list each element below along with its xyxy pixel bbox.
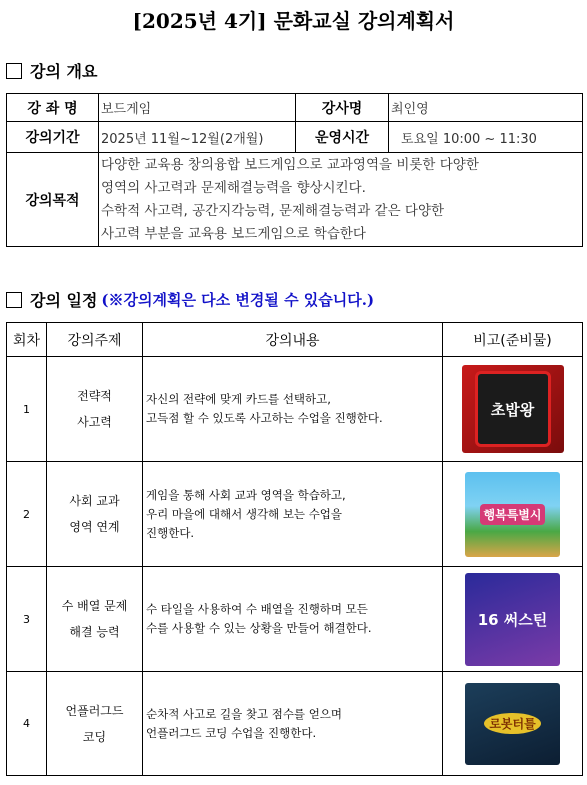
game-title: 행복특별시 bbox=[483, 507, 542, 522]
topic-line: 언플러그드 bbox=[65, 703, 124, 718]
instructor-label: 강사명 bbox=[296, 94, 389, 122]
content-line: 우리 마을에 대해서 생각해 보는 수업을 bbox=[146, 506, 343, 521]
overview-table bbox=[6, 93, 583, 247]
row-number: 4 bbox=[7, 672, 47, 776]
content-line: 순차적 사고로 길을 찾고 점수를 얻으며 bbox=[146, 706, 343, 721]
row-number: 3 bbox=[7, 567, 47, 672]
topic-line: 해결 능력 bbox=[69, 625, 120, 639]
purpose-line: 영역의 사고력과 문제해결능력을 향상시킨다. bbox=[101, 179, 366, 196]
header-topic: 강의주제 bbox=[47, 323, 143, 357]
row-number: 1 bbox=[7, 357, 47, 462]
header-note: 비고(준비물) bbox=[443, 323, 583, 357]
game-image-cell bbox=[443, 462, 583, 567]
game-title: 초밥왕 bbox=[490, 400, 535, 419]
course-value: 보드게임 bbox=[99, 94, 296, 122]
game-box-image bbox=[462, 365, 564, 453]
overview-heading-text: 강의 개요 bbox=[30, 62, 98, 81]
topic-line: 사고력 bbox=[77, 415, 112, 429]
content-line: 자신의 전략에 맞게 카드를 선택하고, bbox=[146, 392, 331, 406]
purpose-line: 사고력 부분을 교육용 보드게임으로 학습한다 bbox=[101, 225, 366, 242]
schedule-heading bbox=[6, 288, 374, 311]
row-topic bbox=[47, 567, 143, 672]
game-title: 로봇터틀 bbox=[489, 717, 536, 731]
game-box-image bbox=[465, 472, 560, 557]
row-topic bbox=[47, 462, 143, 567]
row-content bbox=[143, 462, 443, 567]
row-topic bbox=[47, 672, 143, 776]
purpose-line: 다양한 교육용 창의융합 보드게임으로 교과영역을 비롯한 다양한 bbox=[101, 156, 479, 173]
table-row bbox=[7, 462, 583, 567]
schedule-table bbox=[6, 322, 583, 776]
topic-line: 전략적 bbox=[77, 389, 112, 403]
header-content: 강의내용 bbox=[143, 323, 443, 357]
content-line: 진행한다. bbox=[146, 525, 195, 540]
content-line: 언플러그드 코딩 수업을 진행한다. bbox=[146, 725, 317, 740]
checkbox-icon bbox=[6, 63, 22, 79]
period-label: 강의기간 bbox=[7, 122, 99, 153]
content-line: 수를 사용할 수 있는 상황을 만들어 해결한다. bbox=[146, 621, 372, 635]
course-label: 강 좌 명 bbox=[7, 94, 99, 122]
row-number: 2 bbox=[7, 462, 47, 567]
row-topic bbox=[47, 357, 143, 462]
operating-time-label: 운영시간 bbox=[296, 122, 389, 153]
schedule-header-row bbox=[7, 323, 583, 357]
game-box-image bbox=[465, 573, 560, 666]
row-content bbox=[143, 672, 443, 776]
operating-time-value: 토요일 10:00 ~ 11:30 bbox=[389, 122, 583, 153]
table-row bbox=[7, 357, 583, 462]
game-image-cell bbox=[443, 567, 583, 672]
game-image-cell bbox=[443, 672, 583, 776]
purpose-line: 수학적 사고력, 공간지각능력, 문제해결능력과 같은 다양한 bbox=[101, 202, 445, 219]
purpose-label: 강의목적 bbox=[7, 153, 99, 247]
schedule-heading-text: 강의 일정 bbox=[30, 291, 98, 310]
table-row bbox=[7, 672, 583, 776]
game-title: 16 써스틴 bbox=[477, 610, 548, 629]
table-row bbox=[7, 567, 583, 672]
instructor-value: 최인영 bbox=[389, 94, 583, 122]
overview-heading bbox=[6, 59, 97, 82]
topic-line: 수 배열 문제 bbox=[61, 599, 128, 613]
period-value: 2025년 11월~12월(2개월) bbox=[99, 122, 296, 153]
game-image-cell bbox=[443, 357, 583, 462]
schedule-note: (※강의계획은 다소 변경될 수 있습니다.) bbox=[101, 291, 375, 309]
topic-line: 사회 교과 bbox=[69, 494, 120, 508]
topic-line: 코딩 bbox=[82, 729, 107, 744]
content-line: 수 타일을 사용하여 수 배열을 진행하며 모든 bbox=[146, 602, 368, 616]
row-content bbox=[143, 567, 443, 672]
purpose-value bbox=[99, 153, 583, 247]
game-box-image bbox=[465, 683, 560, 765]
document-title: [2025년 4기] 문화교실 강의계획서 bbox=[132, 9, 455, 33]
content-line: 게임을 통해 사회 교과 영역을 학습하고, bbox=[146, 487, 346, 502]
header-no: 회차 bbox=[7, 323, 47, 357]
topic-line: 영역 연계 bbox=[69, 520, 120, 534]
checkbox-icon bbox=[6, 292, 22, 308]
row-content bbox=[143, 357, 443, 462]
content-line: 고득점 할 수 있도록 사고하는 수업을 진행한다. bbox=[146, 411, 383, 425]
